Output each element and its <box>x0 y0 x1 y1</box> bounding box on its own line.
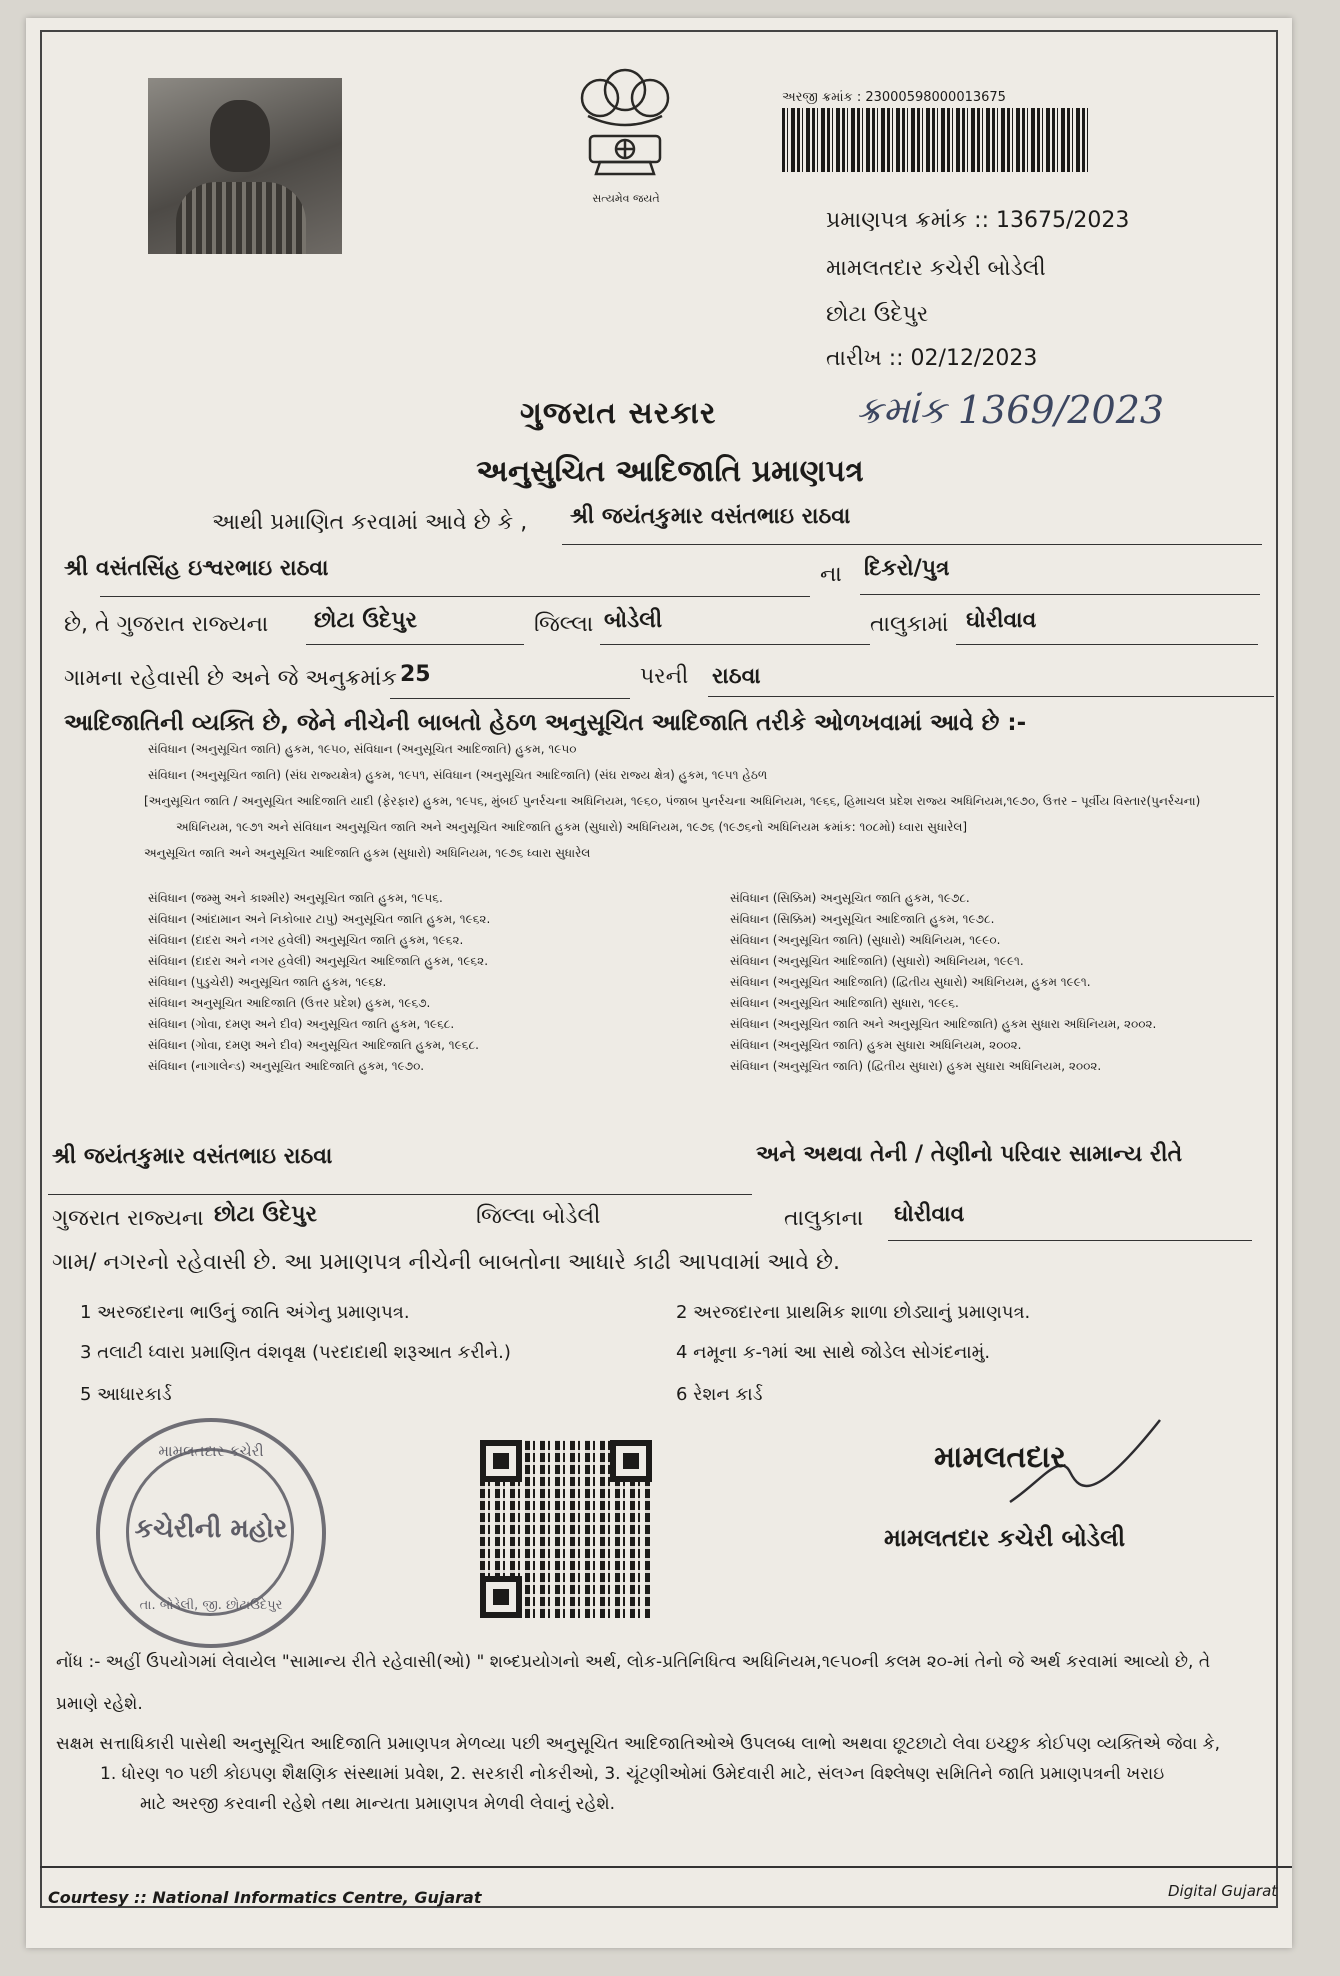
tribe-name: રાઠવા <box>712 664 761 689</box>
order-item: સંવિધાન (દાદરા અને નગર હવેલી) અનુસૂચિત આદિજાતિ હુકમ, ૧૯૬૨. <box>148 954 489 968</box>
residency-village: ઘોરીવાવ <box>894 1202 965 1227</box>
emblem-motto: સત્યમેવ જયતે <box>592 192 660 205</box>
photo-body-shape <box>176 182 306 254</box>
order-line: અનુસૂચિત જાતિ અને અનુસૂચિત આદિજાતિ હુકમ (સુધારો) અધિનિયમ, ૧૯૭૬ ધ્વારા સુધારેલ <box>144 846 591 860</box>
order-item: સંવિધાન (અનુસૂચિત આદિજાતિ) (દ્વિતીય સુધારો) અધિનિયમ, હુકમ ૧૯૯૧. <box>730 975 1091 989</box>
taluka-word: તાલુકામાં <box>870 612 949 637</box>
residency-closing: ગામ/ નગરનો રહેવાસી છે. આ પ્રમાણપત્ર નીચેની બાબતોના આધારે કાઢી આપવામાં આવે છે. <box>52 1250 841 1275</box>
signatory-title: મામલતદાર <box>934 1440 1066 1475</box>
order-line: સંવિધાન (અનુસૂચિત જાતિ) હુકમ, ૧૯૫૦, સંવિધાન (અનુસૂચિત આદિજાતિ) હુકમ, ૧૯૫૦ <box>148 742 577 756</box>
intro-text: આથી પ્રમાણિત કરવામાં આવે છે કે , <box>212 510 528 535</box>
document-item: 5 આધારકાર્ડ <box>80 1384 172 1405</box>
footer-brand: Digital Gujarat <box>1168 1882 1278 1900</box>
qr-finder <box>610 1440 652 1482</box>
residency-state: ગુજરાત રાજ્યના <box>52 1206 204 1231</box>
photo-head-shape <box>210 100 270 172</box>
underline <box>708 696 1274 697</box>
government-title: ગુજરાત સરકાર <box>520 396 717 431</box>
declaration-text: આદિજાતિની વ્યક્તિ છે, જેને નીચેની બાબતો હેઠળ અનુસૂચિત આદિજાતિ તરીકે ઓળખવામાં આવે છે :- <box>64 710 1027 736</box>
orders-right-list <box>730 888 1156 1077</box>
taluka-name: બોડેલી <box>604 608 663 633</box>
document-item: 6 રેશન કાર્ડ <box>676 1384 763 1405</box>
office-seal <box>96 1418 326 1648</box>
underline <box>860 594 1260 595</box>
order-item: સંવિધાન (પુડુચેરી) અનુસૂચિત જાતિ હુકમ, ૧૯૬૪. <box>148 975 387 989</box>
certificate-title: અનુસુચિત આદિજાતિ પ્રમાણપત્ર <box>476 454 864 489</box>
state-prefix: છે, તે ગુજરાત રાજ્યના <box>64 612 269 637</box>
note-line: પ્રમાણે રહેશે. <box>56 1694 143 1714</box>
issuing-district: છોટા ઉદેપુર <box>826 302 929 327</box>
order-item: સંવિધાન (ગોવા, દમણ અને દીવ) અનુસૂચિત જાતિ હુકમ, ૧૯૬૮. <box>148 1017 455 1031</box>
district-word: જિલ્લા <box>534 612 594 637</box>
footer-divider <box>40 1866 1292 1868</box>
barcode <box>782 108 1090 172</box>
issuing-office: મામલતદાર કચેરી બોડેલી <box>826 256 1046 281</box>
underline <box>390 698 630 699</box>
order-item: સંવિધાન (અનુસૂચિત જાતિ) હુકમ સુધારા અધિનિયમ, ૨૦૦૨. <box>730 1038 1022 1052</box>
seal-top-text: મામલતદાર કચેરી <box>158 1442 264 1460</box>
document-item: 1 અરજદારના ભાઉનું જાતિ અંગેનુ પ્રમાણપત્ર. <box>80 1302 410 1323</box>
order-item: સંવિધાન (સિક્કિમ) અનુસૂચિત આદિજાતિ હુકમ, ૧૯૭૮. <box>730 912 995 926</box>
order-line: [અનુસૂચિત જાતિ / અનુસૂચિત આદિજાતિ યાદી (ફેરફાર) હુકમ, ૧૯૫૬, મુંબઈ પુનર્રચના અધિનિયમ, ૧૯૬૦, પંજાબ પુનર્રચના અધિનિયમ, ૧૯૬૬, હિમાચલ પ્રદેશ રાજ્ય અધિનિયમ,૧૯૭૦, ઉત્તર – પૂર્વીય વિસ્તાર(પુનર્રચના) <box>144 794 1201 808</box>
serial-number: 25 <box>400 662 431 687</box>
underline <box>100 596 810 597</box>
underline <box>48 1194 752 1195</box>
order-line: અધિનિયમ, ૧૯૭૧ અને સંવિધાન અનુસૂચિત જાતિ અને અનુસૂચિત આદિજાતિ હુકમ (સુધારો) અધિનિયમ, ૧૯૭૬ (૧૯૭૬નો અધિનિયમ ક્રમાંક: ૧૦૮મો) ધ્વારા સુધારેલ] <box>176 820 968 834</box>
order-item: સંવિધાન (અનુસૂચિત આદિજાતિ) સુધારા, ૧૯૯૬. <box>730 996 959 1010</box>
family-text: અને અથવા તેની / તેણીનો પરિવાર સામાન્ય રીતે <box>756 1142 1183 1167</box>
order-item: સંવિધાન (દાદરા અને નગર હવેલી) અનુસૂચિત જાતિ હુકમ, ૧૯૬૨. <box>148 933 464 947</box>
resident-prefix: ગામના રહેવાસી છે અને જે અનુક્રમાંક <box>64 666 397 691</box>
footer-courtesy: Courtesy :: National Informatics Centre, Gujarat <box>48 1888 482 1907</box>
order-item: સંવિધાન (અનુસૂચિત આદિજાતિ) (સુધારો) અધિનિયમ, ૧૯૯૧. <box>730 954 1024 968</box>
note-line: નોંધ :- અહીં ઉપયોગમાં લેવાયેલ "સામાન્ય રીતે રહેવાસી(ઓ) " શબ્દપ્રયોગનો અર્થ, લોક-પ્રતિનિધિત્વ અધિનિયમ,૧૯૫૦ની કલમ ૨૦-માં તેનો જે અર્થ કરવામાં આવ્યો છે, તે <box>56 1652 1211 1672</box>
order-item: સંવિધાન (અનુસૂચિત જાતિ) (દ્વિતીય સુધારા) હુકમ સુધારા અધિનિયમ, ૨૦૦૨. <box>730 1059 1102 1073</box>
order-item: સંવિધાન (નાગાલેન્ડ) અનુસૂચિત આદિજાતિ હુકમ, ૧૯૭૦. <box>148 1059 425 1073</box>
residency-district: છોટા ઉદેપુર <box>214 1202 317 1227</box>
order-line: સંવિધાન (અનુસૂચિત જાતિ) (સંઘ રાજ્યક્ષેત્ર) હુકમ, ૧૯૫૧, સંવિધાન (અનુસૂચિત આદિજાતિ) (સંઘ રાજ્ય ક્ષેત્ર) હુકમ, ૧૯૫૧ હેઠળ <box>148 768 768 782</box>
note-line: 1. ધોરણ ૧૦ પછી કોઇપણ શૈક્ષણિક સંસ્થામાં પ્રવેશ, 2. સરકારી નોકરીઓ, 3. ચૂંટણીઓમાં ઉમેદવારી માટે, સંલગ્ન વિશ્લેષણ સમિતિને જાતિ પ્રમાણપત્રની ખરાઇ <box>100 1764 1165 1784</box>
parni-text: પરની <box>640 664 689 689</box>
orders-paragraph <box>144 736 1201 866</box>
applicant-photo <box>148 78 342 254</box>
document-item: 2 અરજદારના પ્રાથમિક શાળા છોડ્યાનું પ્રમાણપત્ર. <box>676 1302 1031 1323</box>
district-name: છોટા ઉદેપુર <box>314 608 417 633</box>
order-item: સંવિધાન (ગોવા, દમણ અને દીવ) અનુસૂચિત આદિજાતિ હુકમ, ૧૯૬૮. <box>148 1038 479 1052</box>
na-text: ના <box>820 562 842 587</box>
underline <box>888 1240 1252 1241</box>
national-emblem-icon <box>570 60 680 190</box>
underline <box>956 644 1258 645</box>
order-item: સંવિધાન (આંદામાન અને નિકોબાર ટાપુ) અનુસૂચિત જાતિ હુકમ, ૧૯૬૨. <box>148 912 491 926</box>
note-line: માટે અરજી કરવાની રહેશે તથા માન્યતા પ્રમાણપત્ર મેળવી લેવાનું રહેશે. <box>140 1794 616 1814</box>
father-name: શ્રી વસંતસિંહ ઇશ્વરભાઇ રાઠવા <box>64 556 329 581</box>
order-item: સંવિધાન (અનુસૂચિત જાતિ) (સુધારો) અધિનિયમ, ૧૯૯૦. <box>730 933 1001 947</box>
note-line: સક્ષમ સત્તાધિકારી પાસેથી અનુસૂચિત આદિજાતિ પ્રમાણપત્ર મેળવ્યા પછી અનુસૂચિત આદિજાતિઓએ ઉપલબ્ધ લાભો અથવા છૂટછાટો લેવા ઇચ્છુક કોઈપણ વ્યક્તિએ જેવા કે, <box>56 1734 1221 1754</box>
order-item: સંવિધાન અનુસૂચિત આદિજાતિ (ઉત્તર પ્રદેશ) હુકમ, ૧૯૬૭. <box>148 996 431 1010</box>
seal-bottom-text: તા. બોડેલી, જી. છોટાઉદેપુર <box>139 1598 283 1613</box>
order-item: સંવિધાન (સિક્કિમ) અનુસૂચિત જાતિ હુકમ, ૧૯૭૮. <box>730 891 970 905</box>
qr-finder <box>480 1440 522 1482</box>
order-item: સંવિધાન (અનુસૂચિત જાતિ અને અનુસૂચિત આદિજાતિ) હુકમ સુધારા અધિનિયમ, ૨૦૦૨. <box>730 1017 1157 1031</box>
application-number: અરજી ક્રમાંક : 23000598000013675 <box>782 90 1006 105</box>
document-item: 3 તલાટી ધ્વારા પ્રમાણિત વંશવૃક્ષ (પરદાદાથી શરૂઆત કરીને.) <box>80 1342 511 1363</box>
qr-code <box>480 1440 652 1618</box>
handwritten-number: ક્રમાંક 1369/2023 <box>856 388 1165 432</box>
applicant-name: શ્રી જયંતકુમાર વસંતભાઇ રાઠવા <box>570 504 851 529</box>
orders-left-list <box>148 888 490 1077</box>
document-item: 4 નમૂના ક-૧માં આ સાથે જોડેલ સોગંદનામું. <box>676 1342 991 1363</box>
residency-district-text: જિલ્લા બોડેલી <box>476 1204 601 1229</box>
relation: દિકરો/પુત્ર <box>864 556 950 581</box>
underline <box>562 544 1262 545</box>
residency-name: શ્રી જયંતકુમાર વસંતભાઇ રાઠવા <box>52 1144 333 1169</box>
issue-date: તારીખ :: 02/12/2023 <box>826 346 1038 371</box>
village-name: ઘોરીવાવ <box>966 608 1037 633</box>
certificate-number: પ્રમાણપત્ર ક્રમાંક :: 13675/2023 <box>826 208 1130 233</box>
residency-taluka-word: તાલુકાના <box>784 1206 864 1231</box>
seal-center-text: કચેરીની મહોર <box>134 1514 288 1544</box>
underline <box>600 644 870 645</box>
order-item: સંવિધાન (જમ્મુ અને કાશ્મીર) અનુસૂચિત જાતિ હુકમ, ૧૯૫૬. <box>148 891 443 905</box>
underline <box>306 644 524 645</box>
signatory-office: મામલતદાર કચેરી બોડેલી <box>884 1524 1126 1552</box>
qr-finder <box>480 1576 522 1618</box>
